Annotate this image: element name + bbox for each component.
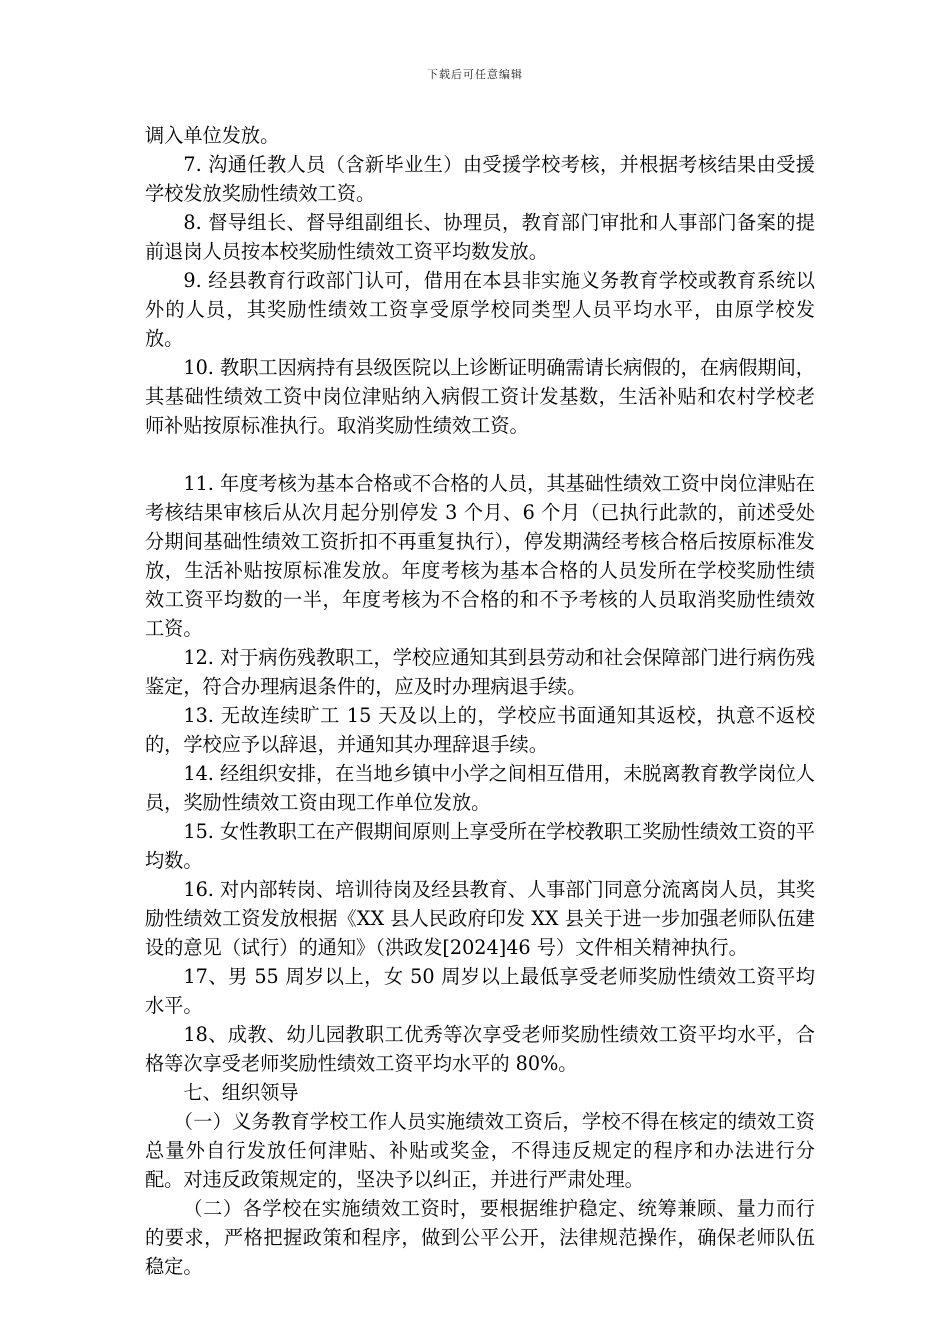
section-heading-organization: 七、组织领导	[183, 1081, 299, 1104]
document-body	[145, 121, 815, 1281]
paragraph-item-17: 17、男 55 周岁以上，女 50 周岁以上最低享受老师奖励性绩效工资平均水平。	[145, 965, 815, 1017]
page-header: 下载后可任意编辑	[427, 68, 523, 81]
paragraph-item-13: 13. 无故连续旷工 15 天及以上的，学校应书面通知其返校，执意不返校的，学校应予以辞退，并通知其办理辞退手续。	[145, 704, 815, 756]
paragraph-item-18: 18、成教、幼儿园教职工优秀等次享受老师奖励性绩效工资平均水平，合格等次享受老师奖励性绩效工资平均水平的 80%。	[145, 1023, 815, 1075]
paragraph-item-11: 11. 年度考核为基本合格或不合格的人员，其基础性绩效工资中岗位津贴在考核结果审核后从次月起分别停发 3 个月、6 个月（已执行此款的，前述受处分期间基础性绩效工资折扣不再重复执行），停发期满经考核合格后按原标准发放，生活补贴按原标准发放。年度考核为基本合格的人员发所在学校奖励性绩效工资平均数的一半，年度考核为不合格的和不予考核的人员取消奖励性绩效工资。	[145, 472, 815, 640]
paragraph-item-15: 15. 女性教职工在产假期间原则上享受所在学校教职工奖励性绩效工资的平均数。	[145, 820, 815, 872]
paragraph-item-9: 9. 经县教育行政部门认可，借用在本县非实施义务教育学校或教育系统以外的人员，其奖励性绩效工资享受原学校同类型人员平均水平，由原学校发放。	[145, 269, 815, 350]
paragraph-item-7: 7. 沟通任教人员（含新毕业生）由受援学校考核，并根据考核结果由受援学校发放奖励性绩效工资。	[145, 153, 815, 205]
paragraph-continuation: 调入单位发放。	[145, 124, 280, 147]
paragraph-item-16: 16. 对内部转岗、培训待岗及经县教育、人事部门同意分流离岗人员，其奖励性绩效工资发放根据《XX 县人民政府印发 XX 县关于进一步加强老师队伍建设的意见（试行）的通知》（洪政发[2024]46 号）文件相关精神执行。	[145, 878, 815, 959]
paragraph-item-8: 8. 督导组长、督导组副组长、协理员，教育部门审批和人事部门备案的提前退岗人员按本校奖励性绩效工资平均数发放。	[145, 211, 815, 263]
paragraph-sub-2: （二）各学校在实施绩效工资时，要根据维护稳定、统筹兼顾、量力而行的要求，严格把握政策和程序，做到公平公开，法律规范操作，确保老师队伍稳定。	[145, 1197, 815, 1278]
blank-line	[145, 440, 815, 469]
paragraph-item-14: 14. 经组织安排，在当地乡镇中小学之间相互借用，未脱离教育教学岗位人员，奖励性绩效工资由现工作单位发放。	[145, 762, 815, 814]
paragraph-sub-1: （一）义务教育学校工作人员实施绩效工资后，学校不得在核定的绩效工资总量外自行发放任何津贴、补贴或奖金，不得违反规定的程序和办法进行分配。对违反政策规定的，坚决予以纠正，并进行严肃处理。	[145, 1110, 815, 1191]
paragraph-item-12: 12. 对于病伤残教职工，学校应通知其到县劳动和社会保障部门进行病伤残鉴定，符合办理病退条件的，应及时办理病退手续。	[145, 646, 815, 698]
paragraph-item-10: 10. 教职工因病持有县级医院以上诊断证明确需请长病假的，在病假期间，其基础性绩效工资中岗位津贴纳入病假工资计发基数，生活补贴和农村学校老师补贴按原标准执行。取消奖励性绩效工资。	[145, 356, 815, 437]
